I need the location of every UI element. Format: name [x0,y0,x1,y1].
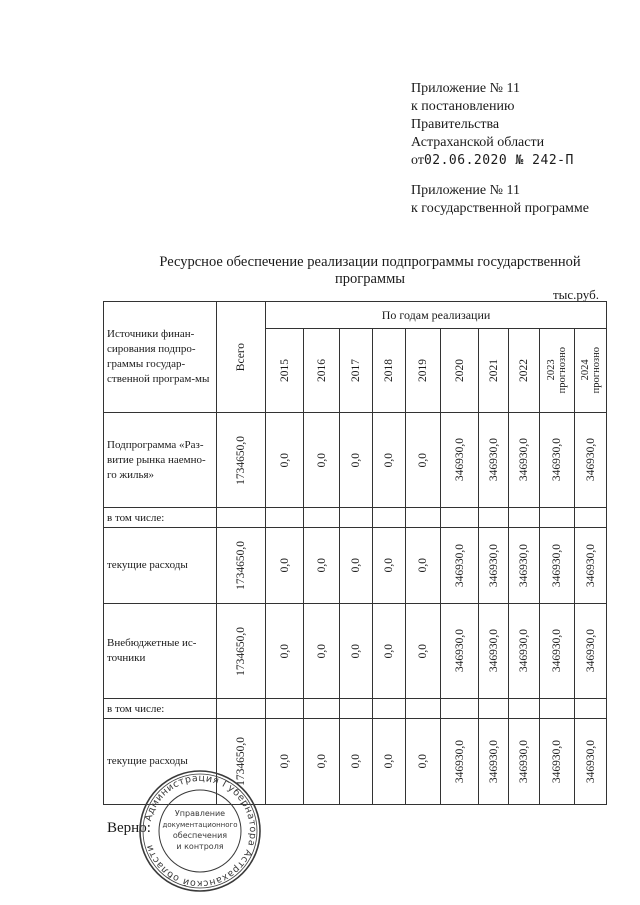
value-cell [304,719,340,805]
appendix-date-line [411,152,574,170]
value-cell [441,528,479,604]
value-cell [509,719,540,805]
empty-cell [373,508,406,528]
value-cell [441,413,479,508]
year-value: 0,0 [383,754,395,769]
empty-cell [575,508,607,528]
years-group-header: По годам реализации [266,302,607,329]
empty-cell [479,699,509,719]
table-row [104,413,607,508]
value-cell [266,528,304,604]
total-cell [217,413,266,508]
source-cell: текущие расходы [104,528,217,604]
year-value: 346930,0 [487,543,500,588]
forecast-year-header [580,347,602,393]
value-cell [340,719,373,805]
value-cell [266,719,304,805]
including-label: в том числе: [104,699,217,719]
total-cell [217,528,266,604]
year-value: 0,0 [383,558,395,573]
year-value: 346930,0 [518,739,530,784]
year-header-cell [304,329,340,413]
including-label: в том числе: [104,508,217,528]
year-value: 0,0 [383,452,395,468]
year-header: 2016 [315,359,328,382]
year-value: 0,0 [350,558,362,573]
year-value: 0,0 [417,452,429,468]
empty-cell [304,699,340,719]
forecast-year: 2023 [546,360,557,381]
value-cell [540,528,575,604]
empty-cell [340,508,373,528]
appendix-line: Астраханской области [411,135,545,150]
year-value: 346930,0 [584,739,597,784]
year-header-cell [406,329,441,413]
year-value: 0,0 [278,452,291,468]
value-cell [441,719,479,805]
total-value: 1734650,0 [235,435,247,485]
year-value: 346930,0 [551,629,563,673]
value-cell [540,719,575,805]
year-header: 2020 [453,359,466,382]
empty-cell [479,508,509,528]
year-header-cell [441,329,479,413]
year-header-cell [509,329,540,413]
empty-cell [441,508,479,528]
empty-cell [441,699,479,719]
value-cell [479,528,509,604]
including-row [104,508,607,528]
appendix-line: Правительства [411,117,500,132]
year-value: 346930,0 [453,438,466,482]
year-header-cell [373,329,406,413]
year-value: 346930,0 [518,543,530,588]
value-cell [509,413,540,508]
forecast-note: прогнозно [590,347,602,394]
value-cell [266,604,304,699]
year-value: 0,0 [417,558,429,573]
total-value: 1734650,0 [235,541,247,590]
value-cell [406,604,441,699]
seal-center-line: Управление [174,809,226,818]
unit-label: тыс.руб. [553,287,599,302]
year-value: 346930,0 [453,739,466,784]
year-header-cell [266,329,304,413]
value-cell [479,413,509,508]
year-header: 2022 [518,359,530,382]
year-header-cell [479,329,509,413]
source-cell: текущие расходы [104,719,217,805]
empty-cell [266,699,304,719]
appendix2-line1: Приложение № 11 [411,183,520,198]
value-cell [340,528,373,604]
official-seal-icon [137,768,263,894]
value-cell [540,604,575,699]
empty-cell [217,699,266,719]
value-cell [479,604,509,699]
empty-cell [340,699,373,719]
appendix-program-block [411,182,589,218]
total-value: 1734650,0 [235,737,247,786]
date-prefix: от [411,153,424,168]
empty-cell [373,699,406,719]
appendix2-line2: к государственной программе [411,201,589,216]
empty-cell [406,508,441,528]
document-title: Ресурсное обеспечение реализации подпрограммы государственной программы [159,254,581,287]
value-cell [575,604,607,699]
value-cell [304,604,340,699]
year-value: 0,0 [278,754,291,769]
empty-cell [540,699,575,719]
year-header-cell [340,329,373,413]
year-value: 346930,0 [551,739,563,784]
value-cell [304,413,340,508]
total-value: 1734650,0 [235,626,247,676]
year-value: 346930,0 [453,543,466,588]
value-cell [373,604,406,699]
value-cell [509,528,540,604]
year-value: 346930,0 [487,438,500,482]
value-cell [575,528,607,604]
seal-center-line: обеспечения [172,831,228,840]
empty-cell [266,508,304,528]
year-value: 0,0 [315,452,328,468]
seal-ring-text: Администрация Губернатора Астраханской области [143,772,259,890]
year-header: 2017 [350,359,362,382]
resource-table [103,301,607,805]
appendix-line: к постановлению [411,99,515,114]
year-header: 2015 [278,359,291,382]
verno-label: Верно: [107,820,151,836]
year-value: 0,0 [350,452,362,468]
source-cell: Подпрограмма «Раз-витие рынка наемно-го жилья» [104,413,217,508]
year-value: 0,0 [417,643,429,659]
seal-center-line: и контроля [176,842,224,851]
year-value: 0,0 [350,643,362,659]
empty-cell [304,508,340,528]
forecast-year-header-cell [575,329,607,413]
year-value: 346930,0 [487,739,500,784]
year-value: 0,0 [417,754,429,769]
year-value: 346930,0 [518,438,530,482]
year-value: 0,0 [315,558,328,573]
total-header: Всего [235,342,247,372]
appendix-resolution-block [411,80,574,170]
value-cell [406,528,441,604]
value-cell [406,719,441,805]
empty-cell [575,699,607,719]
value-cell [575,413,607,508]
value-cell [575,719,607,805]
year-value: 0,0 [383,643,395,659]
year-value: 346930,0 [584,543,597,588]
year-value: 346930,0 [518,629,530,673]
value-cell [304,528,340,604]
empty-cell [509,699,540,719]
table-row [104,604,607,699]
value-cell [266,413,304,508]
including-row [104,699,607,719]
year-value: 0,0 [350,754,362,769]
forecast-note: прогнозно [557,347,568,394]
source-header: Источники финан-сирования подпро-граммы государ-ственной програм-мы [104,302,217,413]
value-cell [479,719,509,805]
seal-center-line: документационного [162,821,238,829]
date-stamp: 02.06.2020 № 242-П [423,153,574,168]
year-value: 346930,0 [453,629,466,673]
year-value: 0,0 [278,558,291,573]
forecast-year: 2024 [579,360,591,381]
year-value: 346930,0 [487,629,500,673]
value-cell [340,413,373,508]
value-cell [540,413,575,508]
year-value: 346930,0 [551,438,563,482]
forecast-year-header [546,347,568,393]
year-header: 2019 [417,359,429,382]
value-cell [509,604,540,699]
total-cell [217,604,266,699]
year-header: 2018 [383,359,395,382]
empty-cell [406,699,441,719]
year-header: 2021 [487,359,500,382]
year-value: 0,0 [315,754,328,769]
value-cell [340,604,373,699]
empty-cell [540,508,575,528]
value-cell [441,604,479,699]
empty-cell [509,508,540,528]
total-header-cell [217,302,266,413]
year-value: 346930,0 [551,543,563,588]
empty-cell [217,508,266,528]
year-value: 346930,0 [584,629,597,673]
source-cell: Внебюджетные ис-точники [104,604,217,699]
appendix-line: Приложение № 11 [411,81,520,96]
year-value: 0,0 [315,643,328,659]
forecast-year-header-cell [540,329,575,413]
year-value: 346930,0 [584,438,597,482]
value-cell [373,413,406,508]
value-cell [373,528,406,604]
table-row [104,528,607,604]
value-cell [373,719,406,805]
value-cell [406,413,441,508]
year-value: 0,0 [278,643,291,659]
